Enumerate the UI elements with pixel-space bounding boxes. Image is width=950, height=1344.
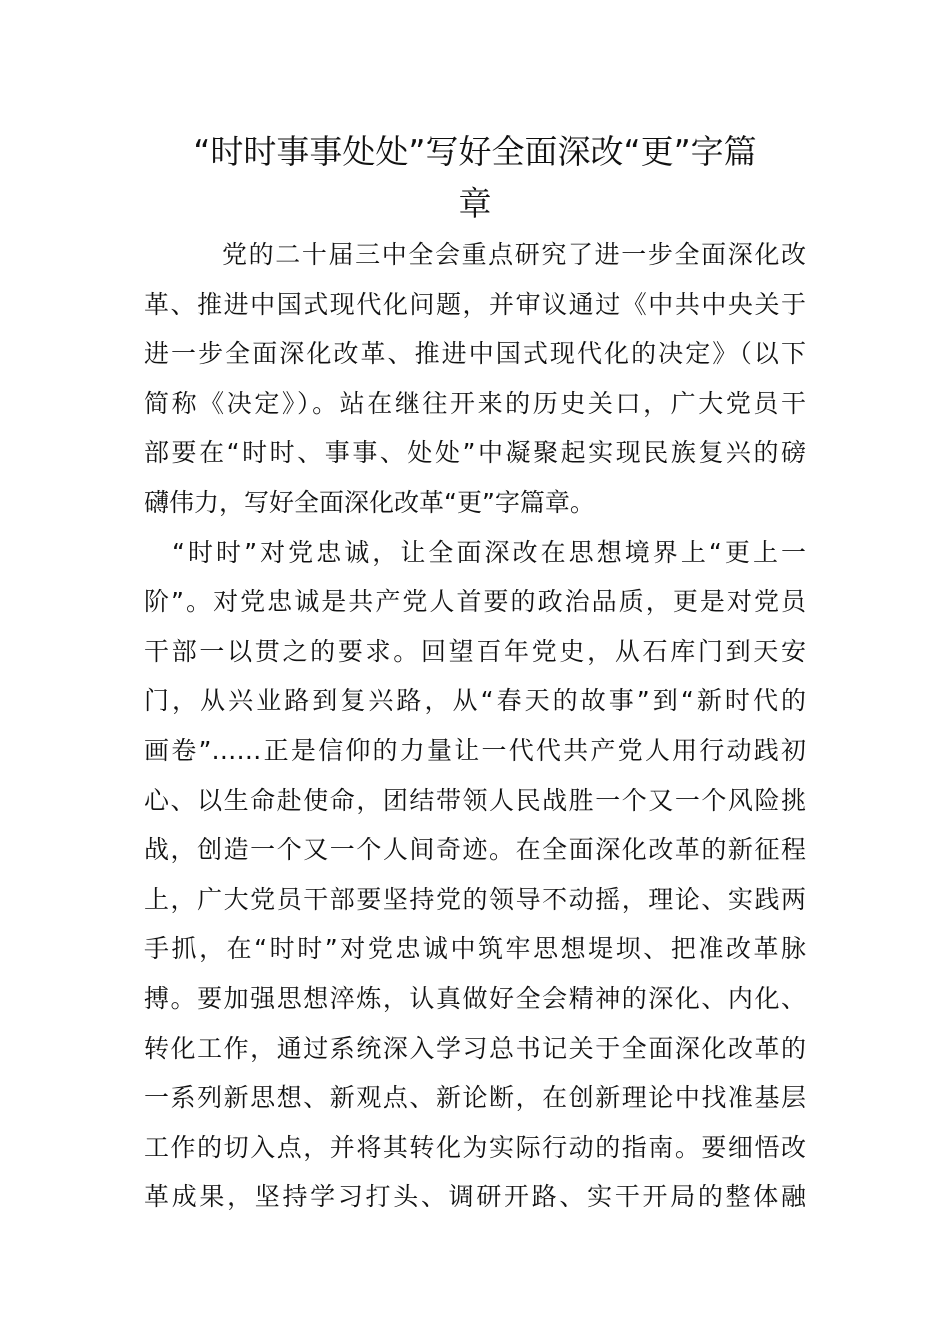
text-line: 礴伟力，写好全面深化改革“更”字篇章。	[144, 487, 595, 517]
text-line: 简称《决定》）。站在继往开来的历史关口，广大党员干	[144, 388, 806, 418]
text-line: “时时”对党忠诚，让全面深改在思想境界上“更上一	[172, 537, 806, 567]
text-line: 工作的切入点，并将其转化为实际行动的指南。要细悟改	[144, 1132, 806, 1162]
text-line: 心、以生命赴使命，团结带领人民战胜一个又一个风险挑	[144, 785, 806, 815]
text-line: 手抓，在“时时”对党忠诚中筑牢思想堤坝、把准改革脉	[144, 934, 806, 964]
text-line: 一系列新思想、新观点、新论断，在创新理论中找准基层	[144, 1083, 806, 1113]
document-body	[144, 230, 806, 1222]
text-line: 转化工作，通过系统深入学习总书记关于全面深化改革的	[144, 1033, 806, 1063]
text-line: 进一步全面深化改革、推进中国式现代化的决定》（以下	[144, 339, 806, 369]
title-line: 章	[458, 184, 492, 223]
text-line: 革成果，坚持学习打头、调研开路、实干开局的整体融	[144, 1182, 806, 1212]
text-line: 阶”。对党忠诚是共产党人首要的政治品质，更是对党员	[144, 587, 806, 617]
text-line: 战，创造一个又一个人间奇迹。在全面深化改革的新征程	[144, 835, 806, 865]
text-line: 上，广大党员干部要坚持党的领导不动摇，理论、实践两	[144, 884, 806, 914]
document-title	[140, 126, 810, 230]
text-line: 干部一以贯之的要求。回望百年党史，从石库门到天安	[144, 636, 806, 666]
text-line: 搏。要加强思想淬炼，认真做好全会精神的深化、内化、	[144, 983, 806, 1013]
text-line: 画卷”……正是信仰的力量让一代代共产党人用行动践初	[144, 735, 806, 765]
text-line: 党的二十届三中全会重点研究了进一步全面深化改	[222, 240, 806, 269]
paragraph	[144, 528, 806, 1222]
title-line: “时时事事处处”写好全面深改“更”字篇	[193, 132, 757, 171]
text-line: 门，从兴业路到复兴路，从“春天的故事”到“新时代的	[144, 686, 806, 716]
text-line: 部要在“时时、事事、处处”中凝聚起实现民族复兴的磅	[144, 438, 806, 468]
paragraph	[144, 230, 806, 528]
text-line: 革、推进中国式现代化问题，并审议通过《中共中央关于	[144, 289, 806, 319]
